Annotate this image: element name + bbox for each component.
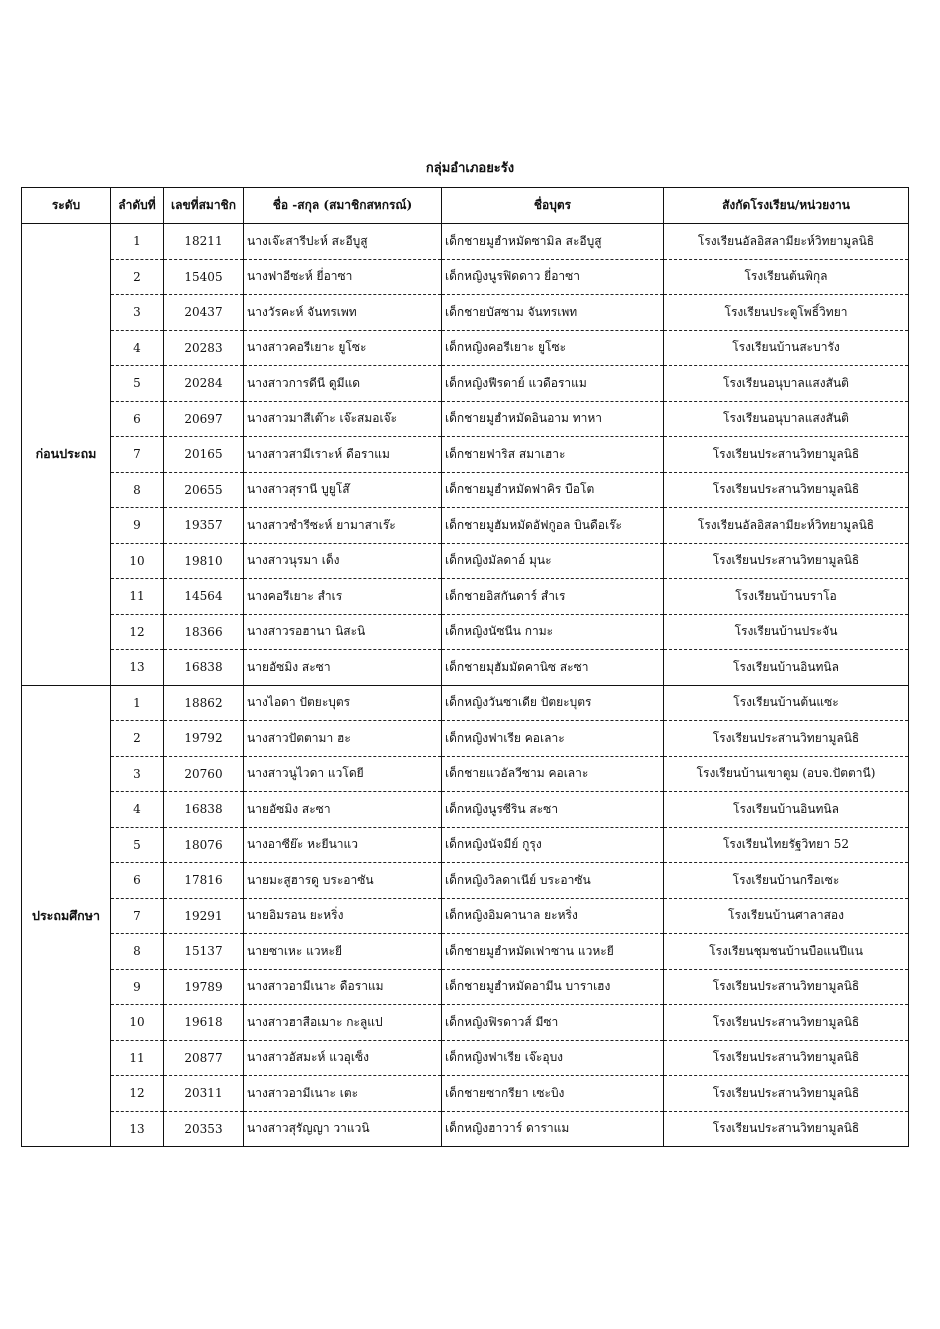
cell-member-name: นางสาวคอรีเยาะ ยูโซะ (244, 330, 442, 366)
cell-school: โรงเรียนอนุบาลแสงสันติ (664, 366, 909, 402)
cell-member-name: นางสาวซำรีซะห์ ยามาสาเร๊ะ (244, 508, 442, 544)
cell-child-name: เด็กชายมูฮำหมัดอินอาม ทาหา (442, 401, 664, 437)
cell-member-id: 20284 (164, 366, 244, 402)
cell-member-id: 19792 (164, 721, 244, 757)
cell-order: 7 (111, 898, 164, 934)
cell-school: โรงเรียนบ้านต้นแซะ (664, 685, 909, 721)
cell-school: โรงเรียนประตูโพธิ์วิทยา (664, 295, 909, 331)
cell-member-name: นางสาวรอฮานา นิสะนิ (244, 614, 442, 650)
cell-member-id: 20353 (164, 1111, 244, 1147)
cell-child-name: เด็กหญิงคอรีเยาะ ยูโซะ (442, 330, 664, 366)
cell-member-id: 18366 (164, 614, 244, 650)
cell-order: 1 (111, 224, 164, 260)
cell-school: โรงเรียนประสานวิทยามูลนิธิ (664, 472, 909, 508)
table-row (22, 437, 909, 473)
cell-school: โรงเรียนประสานวิทยามูลนิธิ (664, 1040, 909, 1076)
cell-school: โรงเรียนบ้านกรือเซะ (664, 863, 909, 899)
table-row (22, 614, 909, 650)
cell-member-id: 18211 (164, 224, 244, 260)
cell-member-name: นางเจ๊ะสารีปะห์ สะอีบูสู (244, 224, 442, 260)
cell-child-name: เด็กหญิงมัลดาอ์ มุนะ (442, 543, 664, 579)
cell-order: 12 (111, 614, 164, 650)
column-header-school: สังกัดโรงเรียน/หน่วยงาน (664, 188, 909, 224)
cell-member-name: นางวัรคะห์ จันทรเพท (244, 295, 442, 331)
cell-child-name: เด็กหญิงอิมคานาล ยะหริ่ง (442, 898, 664, 934)
column-header-child-name: ชื่อบุตร (442, 188, 664, 224)
table-row (22, 898, 909, 934)
table-row (22, 1076, 909, 1112)
table-row (22, 1111, 909, 1147)
cell-order: 5 (111, 827, 164, 863)
cell-school: โรงเรียนอัลอิสลามียะห์วิทยามูลนิธิ (664, 508, 909, 544)
cell-member-name: นางสาวมาสีเต๊าะ เจ๊ะสมอเจ๊ะ (244, 401, 442, 437)
table-row (22, 969, 909, 1005)
page-title: กลุ่มอำเภอยะรัง (425, 161, 515, 176)
table-row (22, 259, 909, 295)
cell-member-id: 19810 (164, 543, 244, 579)
cell-child-name: เด็กชายอิสกันดาร์ สำเร (442, 579, 664, 615)
level-group-cell: ประถมศึกษา (22, 685, 111, 1147)
cell-member-name: นายอิมรอน ยะหริ่ง (244, 898, 442, 934)
table-row (22, 543, 909, 579)
cell-member-id: 20697 (164, 401, 244, 437)
table-row (22, 827, 909, 863)
cell-child-name: เด็กหญิงฟาเรีย คอเลาะ (442, 721, 664, 757)
cell-order: 4 (111, 330, 164, 366)
cell-member-name: นางฟาอีซะห์ ยี่อาซา (244, 259, 442, 295)
cell-child-name: เด็กหญิงวิลดาเนีย์ บระอาซัน (442, 863, 664, 899)
cell-order: 9 (111, 969, 164, 1005)
cell-member-id: 16838 (164, 650, 244, 686)
cell-member-id: 20760 (164, 756, 244, 792)
cell-child-name: เด็กชายซากรียา เซะบิง (442, 1076, 664, 1112)
cell-school: โรงเรียนบ้านบราโอ (664, 579, 909, 615)
cell-order: 11 (111, 1040, 164, 1076)
cell-school: โรงเรียนประสานวิทยามูลนิธิ (664, 721, 909, 757)
table-row (22, 1040, 909, 1076)
cell-child-name: เด็กชายบัสซาม จันทรเพท (442, 295, 664, 331)
cell-member-id: 19291 (164, 898, 244, 934)
column-header-order: ลำดับที่ (111, 188, 164, 224)
cell-order: 9 (111, 508, 164, 544)
cell-member-id: 20311 (164, 1076, 244, 1112)
cell-child-name: เด็กชายมูฮำหมัดฟาคิร บือโต (442, 472, 664, 508)
table-row (22, 650, 909, 686)
cell-member-id: 19357 (164, 508, 244, 544)
table-body (22, 224, 909, 1147)
table-row (22, 1005, 909, 1041)
cell-member-name: นางสาวอามีเนาะ ดือราแม (244, 969, 442, 1005)
header-row (22, 188, 909, 224)
cell-school: โรงเรียนประสานวิทยามูลนิธิ (664, 1111, 909, 1147)
cell-member-id: 19618 (164, 1005, 244, 1041)
cell-child-name: เด็กชายมูฮำหมัดอามีน บาราเฮง (442, 969, 664, 1005)
cell-child-name: เด็กหญิงนูรฟิดดาว ยี่อาซา (442, 259, 664, 295)
cell-child-name: เด็กหญิงวันซาเดีย ปัตยะบุตร (442, 685, 664, 721)
cell-member-name: นายอัซมิง สะซา (244, 650, 442, 686)
cell-member-id: 20877 (164, 1040, 244, 1076)
column-header-member-name: ชื่อ -สกุล (สมาชิกสหกรณ์) (244, 188, 442, 224)
cell-school: โรงเรียนบ้านสะบารัง (664, 330, 909, 366)
cell-order: 13 (111, 1111, 164, 1147)
cell-school: โรงเรียนบ้านเขาตูม (อบจ.ปัตตานี) (664, 756, 909, 792)
level-group-cell: ก่อนประถม (22, 224, 111, 686)
cell-child-name: เด็กหญิงฟิรดาวส์ มีซา (442, 1005, 664, 1041)
cell-member-name: นายอัซมิง สะซา (244, 792, 442, 828)
cell-order: 1 (111, 685, 164, 721)
cell-school: โรงเรียนประสานวิทยามูลนิธิ (664, 437, 909, 473)
cell-member-name: นางอาซีย๊ะ หะยีนาแว (244, 827, 442, 863)
table-row (22, 721, 909, 757)
cell-member-name: นางสาวสุรานี บูยูโส๊ (244, 472, 442, 508)
cell-school: โรงเรียนชุมชนบ้านบือแนปีแน (664, 934, 909, 970)
cell-school: โรงเรียนอัลอิสลามียะห์วิทยามูลนิธิ (664, 224, 909, 260)
cell-child-name: เด็กหญิงฮาวาร์ ดาราแม (442, 1111, 664, 1147)
table-row (22, 508, 909, 544)
table-row (22, 401, 909, 437)
cell-member-name: นางสาวสามีเราะห์ ดือราแม (244, 437, 442, 473)
cell-school: โรงเรียนประสานวิทยามูลนิธิ (664, 1005, 909, 1041)
cell-member-name: นางสาวสุรัญญา วาแวนิ (244, 1111, 442, 1147)
cell-order: 6 (111, 401, 164, 437)
cell-order: 10 (111, 543, 164, 579)
table-row (22, 472, 909, 508)
cell-member-name: นางสาวนุรมา เด็ง (244, 543, 442, 579)
column-header-member-id: เลขที่สมาชิก (164, 188, 244, 224)
cell-member-name: นางสาวนูไวดา แวโดยี (244, 756, 442, 792)
cell-order: 3 (111, 756, 164, 792)
cell-member-name: นายมะสูฮารดู บระอาซัน (244, 863, 442, 899)
cell-school: โรงเรียนต้นพิกุล (664, 259, 909, 295)
cell-member-id: 16838 (164, 792, 244, 828)
cell-member-id: 18862 (164, 685, 244, 721)
cell-member-name: นางไอดา ปัตยะบุตร (244, 685, 442, 721)
cell-child-name: เด็กหญิงนูรซีริน สะซา (442, 792, 664, 828)
cell-order: 4 (111, 792, 164, 828)
cell-order: 8 (111, 934, 164, 970)
cell-child-name: เด็กชายมูฮัมหมัดอัฟกูอล บินดือเร๊ะ (442, 508, 664, 544)
cell-school: โรงเรียนประสานวิทยามูลนิธิ (664, 969, 909, 1005)
cell-member-id: 14564 (164, 579, 244, 615)
cell-order: 13 (111, 650, 164, 686)
cell-school: โรงเรียนบ้านประจัน (664, 614, 909, 650)
cell-school: โรงเรียนอนุบาลแสงสันติ (664, 401, 909, 437)
table-row (22, 579, 909, 615)
cell-order: 2 (111, 721, 164, 757)
cell-order: 10 (111, 1005, 164, 1041)
table-row (22, 295, 909, 331)
cell-member-name: นางสาวฮาสือเมาะ กะลูแป (244, 1005, 442, 1041)
cell-order: 6 (111, 863, 164, 899)
table-row (22, 224, 909, 260)
cell-child-name: เด็กหญิงนัจมีย์ กูรุง (442, 827, 664, 863)
cell-child-name: เด็กชายฟาริส สมาเฮาะ (442, 437, 664, 473)
cell-child-name: เด็กชายมูฮำหมัดซามิล สะอีบูสู (442, 224, 664, 260)
cell-member-id: 17816 (164, 863, 244, 899)
cell-child-name: เด็กหญิงฟาเรีย เจ๊ะอุบง (442, 1040, 664, 1076)
cell-member-id: 15405 (164, 259, 244, 295)
cell-order: 11 (111, 579, 164, 615)
cell-child-name: เด็กชายมูฮำหมัดเฟาซาน แวหะยี (442, 934, 664, 970)
cell-member-id: 20437 (164, 295, 244, 331)
member-roster-table (21, 187, 909, 1147)
cell-member-name: นางสาวอัสมะห์ แวอุเซ็ง (244, 1040, 442, 1076)
cell-member-id: 18076 (164, 827, 244, 863)
cell-member-id: 15137 (164, 934, 244, 970)
cell-order: 7 (111, 437, 164, 473)
cell-school: โรงเรียนไทยรัฐวิทยา 52 (664, 827, 909, 863)
cell-school: โรงเรียนประสานวิทยามูลนิธิ (664, 1076, 909, 1112)
cell-member-id: 20165 (164, 437, 244, 473)
cell-order: 3 (111, 295, 164, 331)
table-header (22, 188, 909, 224)
cell-school: โรงเรียนบ้านอินทนิล (664, 650, 909, 686)
cell-order: 5 (111, 366, 164, 402)
cell-school: โรงเรียนบ้านศาลาสอง (664, 898, 909, 934)
cell-child-name: เด็กหญิงฟีรดาย์ แวดือราแม (442, 366, 664, 402)
table-row (22, 863, 909, 899)
cell-child-name: เด็กหญิงนัซนีน กามะ (442, 614, 664, 650)
column-header-level: ระดับ (22, 188, 111, 224)
table-row (22, 685, 909, 721)
cell-child-name: เด็กชายมุฮัมมัดคานิซ สะซา (442, 650, 664, 686)
cell-member-name: นางคอรีเยาะ สำเร (244, 579, 442, 615)
cell-order: 12 (111, 1076, 164, 1112)
cell-child-name: เด็กชายแวอัลวีซาม คอเลาะ (442, 756, 664, 792)
cell-member-id: 20283 (164, 330, 244, 366)
cell-member-name: นางสาวอามีเนาะ เตะ (244, 1076, 442, 1112)
cell-member-name: นางสาวปัตตามา ฮะ (244, 721, 442, 757)
cell-order: 2 (111, 259, 164, 295)
table-row (22, 934, 909, 970)
cell-school: โรงเรียนบ้านอินทนิล (664, 792, 909, 828)
cell-order: 8 (111, 472, 164, 508)
cell-member-id: 20655 (164, 472, 244, 508)
cell-member-name: นายซาเหะ แวหะยี (244, 934, 442, 970)
table-row (22, 366, 909, 402)
cell-school: โรงเรียนประสานวิทยามูลนิธิ (664, 543, 909, 579)
table-row (22, 330, 909, 366)
cell-member-name: นางสาวการดีนี ดูมีแด (244, 366, 442, 402)
cell-member-id: 19789 (164, 969, 244, 1005)
table-row (22, 792, 909, 828)
table-row (22, 756, 909, 792)
